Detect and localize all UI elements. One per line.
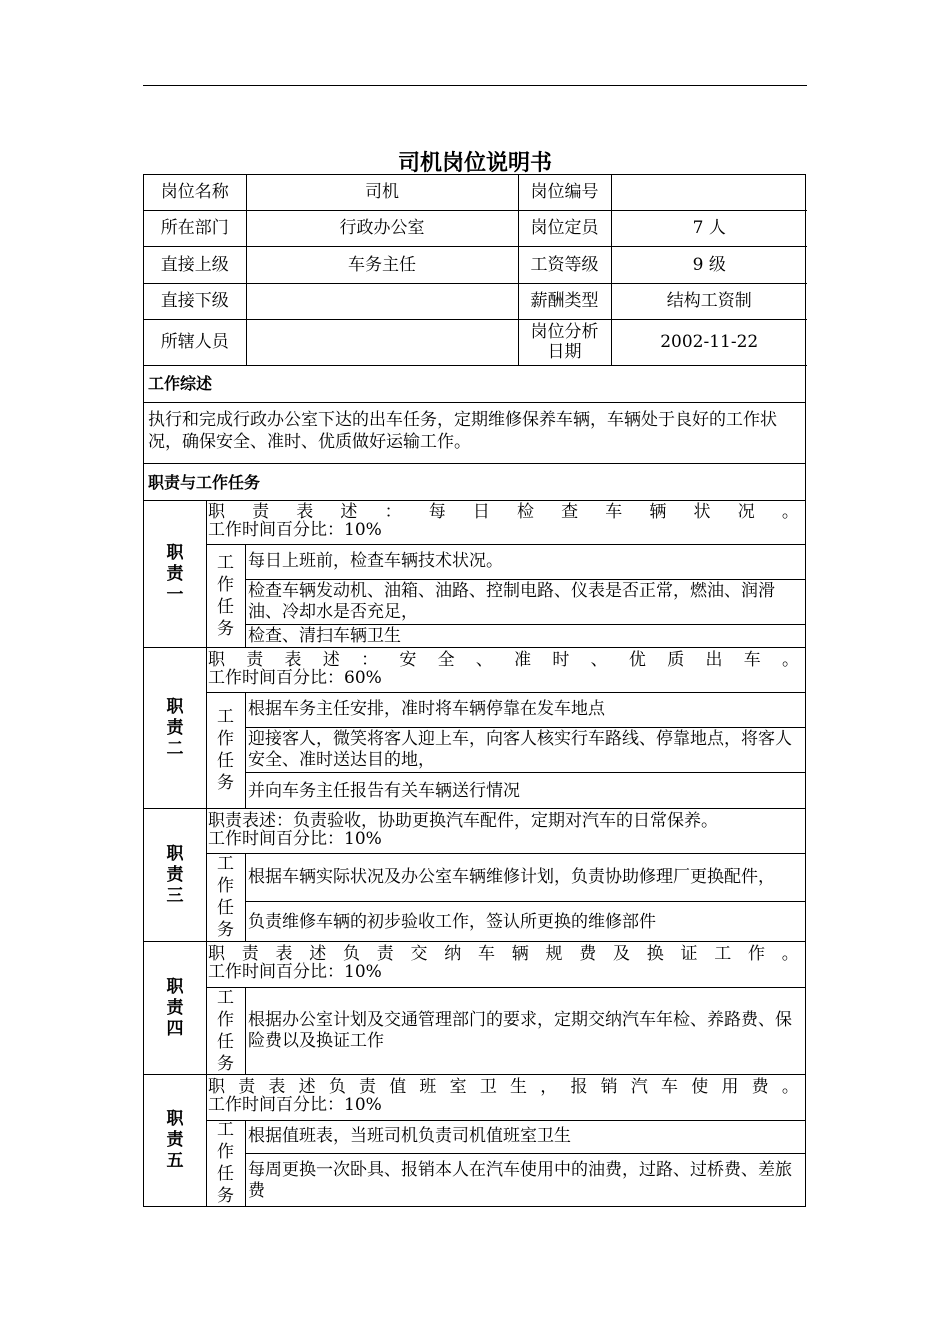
value-headcount: 7 人: [611, 210, 807, 246]
duty-1-task-1: 每日上班前，检查车辆技术状况。: [248, 551, 503, 571]
value-analysis-date: 2002-11-22: [611, 319, 807, 365]
duty-3-percent: 工作时间百分比：10%: [208, 829, 382, 849]
label-pay-type: 薪酬类型: [518, 283, 611, 319]
duty-1-description: [206, 501, 805, 545]
duty-5-task-1: 根据值班表，当班司机负责司机值班室卫生: [248, 1126, 571, 1146]
document-title: 司机岗位说明书: [397, 151, 552, 176]
duty-4-statement: 职 责 表 述 负 责 交 纳 车 辆 规 费 及 换 证 工 作 。: [208, 944, 799, 964]
duty-5-label: 职 责 五: [144, 1075, 207, 1206]
duty-3-description: [206, 809, 805, 854]
duty-1-task-2: 检查车辆发动机、油箱、油路、控制电路、仪表是否正常，燃油、润滑油、冷却水是否充足，: [245, 579, 805, 624]
value-position-name: 司机: [246, 175, 518, 210]
duty-5-description: [206, 1075, 805, 1121]
duty-5-task-label: 工 作 任 务: [206, 1120, 246, 1206]
duty-2-task-2: 迎接客人，微笑将客人迎上车，向客人核实行车路线、停靠地点，将客人安全、准时送达目的地，: [245, 727, 805, 772]
duty-2: [143, 647, 806, 808]
duty-2-statement: 职 责 表 述 ： 安 全 、 准 时 、 优 质 出 车 。: [208, 650, 799, 670]
duty-4-task-1: 根据办公室计划及交通管理部门的要求，定期交纳汽车年检、养路费、保险费以及换证工作: [248, 1010, 792, 1051]
label-analysis-date-line2: 日期: [547, 342, 582, 362]
duty-3-task-2: 负责维修车辆的初步验收工作，签认所更换的维修部件: [245, 901, 805, 942]
label-position-name: 岗位名称: [144, 175, 246, 210]
duty-2-task-label: 工 作 任 务: [206, 692, 246, 808]
duties-heading: 职责与工作任务: [143, 463, 806, 500]
duty-3-task-1: 根据车辆实际状况及办公室车辆维修计划，负责协助修理厂更换配件，: [248, 866, 775, 887]
summary-heading: 工作综述: [143, 365, 806, 402]
table-bottom-rule: [143, 1206, 806, 1207]
duty-1-percent: 工作时间百分比：10%: [208, 520, 382, 540]
label-position-code: 岗位编号: [518, 175, 611, 210]
duty-2-percent: 工作时间百分比：60%: [208, 668, 382, 688]
duty-2-task-1: 根据车务主任安排，准时将车辆停靠在发车地点: [248, 699, 605, 719]
duty-3-task-label: 工 作 任 务: [206, 853, 246, 941]
duty-4-description: [206, 942, 805, 988]
duty-2-description: [206, 648, 805, 693]
value-salary-grade: 9 级: [611, 246, 807, 283]
duty-4-label: 职 责 四: [144, 942, 207, 1074]
label-direct-superior: 直接上级: [144, 246, 246, 283]
value-direct-superior: 车务主任: [246, 246, 518, 283]
duty-1-label: 职 责 一: [144, 501, 207, 647]
summary-text: 执行和完成行政办公室下达的出车任务，定期维修保养车辆，车辆处于良好的工作状况，确保安全、准时、优质做好运输工作。: [143, 402, 806, 463]
duty-2-task-3: 并向车务主任报告有关车辆送行情况: [245, 772, 805, 809]
label-direct-subordinate: 直接下级: [144, 283, 246, 319]
duty-4-percent: 工作时间百分比：10%: [208, 962, 382, 982]
duty-5-task-2: 每周更换一次卧具、报销本人在汽车使用中的油费，过路、过桥费、差旅费: [245, 1153, 805, 1207]
label-department: 所在部门: [144, 210, 246, 246]
duty-1-task-label: 工 作 任 务: [206, 544, 246, 647]
position-info-table: [143, 174, 806, 365]
value-position-code: [611, 175, 807, 210]
duty-1: [143, 500, 806, 647]
value-staff-under: [246, 319, 518, 365]
duty-3-statement: 职责表述：负责验收，协助更换汽车配件，定期对汽车的日常保养。: [208, 811, 718, 831]
duty-3-label: 职 责 三: [144, 809, 207, 941]
header-rule: [143, 85, 807, 86]
value-pay-type: 结构工资制: [611, 283, 807, 319]
label-headcount: 岗位定员: [518, 210, 611, 246]
value-department: 行政办公室: [246, 210, 518, 246]
duty-4: [143, 941, 806, 1074]
label-analysis-date-line1: 岗位分析: [530, 322, 599, 342]
value-direct-subordinate: [246, 283, 518, 319]
duty-2-label: 职 责 二: [144, 648, 207, 808]
duty-1-statement: 职 责 表 述 ： 每 日 检 查 车 辆 状 况 。: [208, 502, 799, 522]
duty-5-statement: 职 责 表 述 负 责 值 班 室 卫 生 ， 报 销 汽 车 使 用 费 。: [208, 1077, 799, 1097]
label-analysis-date: [518, 319, 611, 365]
duty-4-task-label: 工 作 任 务: [206, 987, 246, 1074]
duty-1-task-3: 检查、清扫车辆卫生: [245, 624, 805, 648]
label-salary-grade: 工资等级: [518, 246, 611, 283]
duty-3: [143, 808, 806, 941]
label-staff-under: 所辖人员: [144, 319, 246, 365]
duty-5-percent: 工作时间百分比：10%: [208, 1095, 382, 1115]
duty-5: [143, 1074, 806, 1206]
